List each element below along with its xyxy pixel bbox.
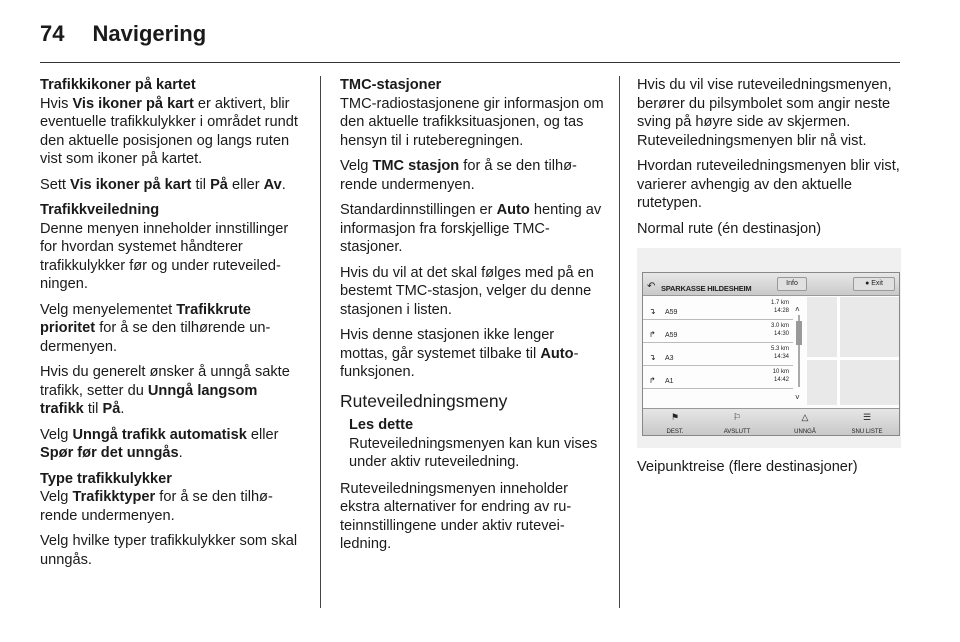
turn-right-icon: ↴: [649, 353, 656, 362]
section-title-traffic-icons: Trafikkikoner på kartet: [40, 77, 196, 93]
paragraph: Hvordan ruteveiledningsmenyen blir vist, varierer avhengig av den aktuelle rutetypen.: [637, 158, 900, 211]
paragraph: Ruteveiledningsmenyen inneholder ekstra alternativer for endring av ruteinnstillingene under aktiv ruteveiledning.: [340, 480, 572, 552]
note-box: [349, 416, 604, 472]
paragraph: Standardinnstillingen er Auto henting av informasjon fra forskjellige TMC-stasjoner.: [340, 202, 602, 255]
paragraph: Velg Trafikktyper for å se den tilhørende undermenyen.: [40, 489, 273, 524]
list-item: ↱ A59 3.0 km 14:30: [643, 320, 793, 343]
list-scrollbar: [795, 301, 803, 401]
caption-normal-route: Normal rute (én destinasjon): [637, 220, 822, 237]
flag-icon: ⚑: [670, 412, 680, 422]
list-item: ↴ A59 1.7 km 14:28: [643, 297, 793, 320]
column-2: [340, 76, 604, 561]
turn-list-button: ☰ SNU LISTE: [839, 411, 895, 436]
end-button: ⚐ AVSLUTT: [709, 411, 765, 436]
header-rule: [40, 62, 900, 63]
avoid-button: △ UNNGÅ: [777, 411, 833, 436]
caption-waypoint-trip: Veipunktreise (flere destinasjoner): [637, 459, 858, 475]
road-icon: △: [801, 412, 809, 422]
section-title-tmc-stations: TMC-stasjoner: [340, 77, 442, 93]
nav-destination: SPARKASSE HILDESHEIM: [661, 284, 752, 293]
paragraph: Sett Vis ikoner på kart til På eller Av.: [40, 176, 286, 193]
paragraph: Velg TMC stasjon for å se den tilhørende undermenyen.: [340, 158, 577, 193]
list-item: ↴ A3 5.3 km 14:34: [643, 343, 793, 366]
note-body: Ruteveiledningsmenyen kan kun vises under aktiv ruteveiledning.: [349, 435, 598, 470]
cancel-flag-icon: ⚐: [732, 412, 742, 422]
paragraph: Hvis Vis ikoner på kart er aktivert, blir eventuelle trafikkulykker i området rundt den aktuelle posisjonen og langs ruten vist som ikoner på kartet.: [40, 95, 298, 167]
paragraph: Velg Unngå trafikk automatisk eller Spør før det unngås.: [40, 426, 279, 461]
chevron-up-icon: ˄: [795, 305, 800, 314]
exit-icon: ●: [865, 280, 872, 287]
nav-bottom-bar: [643, 408, 899, 436]
info-button: Info: [777, 277, 807, 291]
nav-screen: [642, 272, 900, 436]
navigation-screenshot: [637, 248, 901, 448]
maneuver-list: [643, 297, 793, 389]
chevron-down-icon: ˅: [795, 393, 800, 402]
note-title: Les dette: [349, 417, 414, 433]
column-divider-1: [320, 76, 321, 608]
dest-button: ⚑ DEST.: [647, 411, 703, 436]
exit-button: ● Exit: [853, 277, 895, 291]
paragraph: Hvis du vil vise ruteveiledningsmenyen, berører du pilsymbolet som angir neste sving på høyre side av skjermen. Ruteveiledningsmenyen blir nå vist.: [637, 77, 892, 149]
paragraph: Hvis du generelt ønsker å unngå sakte trafikk, setter du Unngå langsom trafikk til På.: [40, 364, 290, 417]
nav-top-bar: [643, 273, 899, 296]
paragraph: Hvis du vil at det skal følges med på en bestemt TMC-stasjon, velger du denne stasjonen i listen.: [340, 264, 594, 318]
list-icon: ☰: [862, 412, 872, 422]
section-title-traffic-guidance: Trafikkveiledning: [40, 202, 160, 218]
page-number: 74: [40, 21, 65, 46]
turn-left-icon: ↱: [649, 376, 656, 385]
column-1: [40, 76, 305, 576]
paragraph: Velg hvilke typer trafikkulykker som skal unngås.: [40, 533, 298, 568]
section-title-route-guidance-menu: Ruteveiledningsmeny: [340, 390, 508, 411]
column-3: [637, 76, 900, 484]
page-title: Navigering: [92, 21, 207, 46]
list-item: ↱ A1 10 km 14:42: [643, 366, 793, 389]
paragraph: Velg menyelementet Trafikkrute prioritet for å se den tilhørende undermenyen.: [40, 301, 271, 355]
paragraph: Hvis denne stasjonen ikke lenger mottas, går systemet tilbake til Auto-funksjonen.: [340, 327, 579, 380]
turn-left-icon: ↱: [649, 330, 656, 339]
turn-right-icon: ↴: [649, 307, 656, 316]
page-header: [40, 16, 900, 52]
section-title-incident-types: Type trafikkulykker: [40, 470, 172, 487]
column-divider-2: [619, 76, 620, 608]
map-area: [807, 297, 899, 405]
paragraph: Denne menyen inneholder innstillinger for hvordan systemet håndterer trafikkulykker før og under ruteveiledningen.: [40, 220, 289, 292]
paragraph: TMC-radiostasjonene gir informasjon om den aktuelle trafikksituasjonen, og tas hensyn til i ruteberegningen.: [340, 95, 604, 149]
back-arrow-icon: ↶: [647, 281, 656, 292]
